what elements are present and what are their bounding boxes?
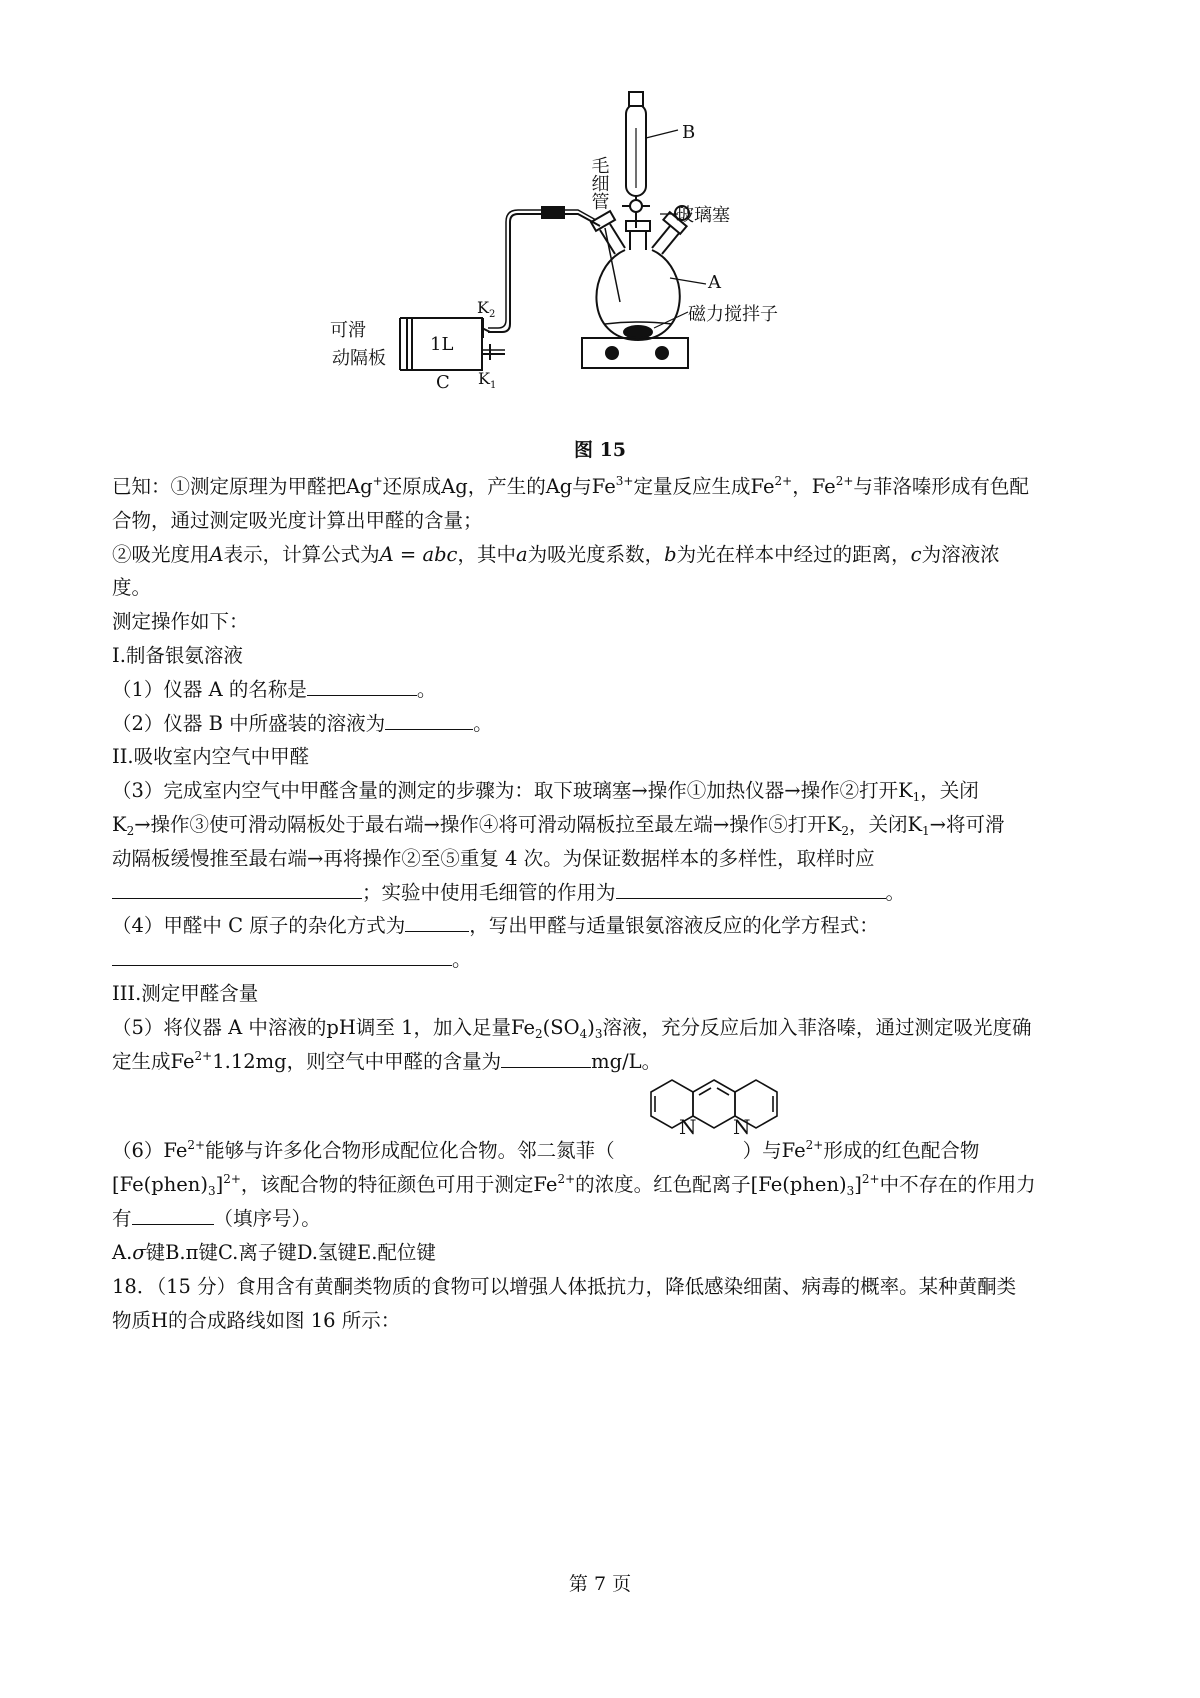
label-A: A bbox=[708, 272, 721, 293]
question-6-line-2: $[Fe(phen)_3]^{2+}$，该配合物的特征颜色可用于测定$Fe^{2+}$的浓度。红色配离子$[Fe(phen)_3]^{2+}$中不存在的作用力 bbox=[112, 1172, 1036, 1199]
question-6-line-1: N N $(6)Fe^{2+}$能够与许多化合物形成配位化合物。邻二氮菲（ ）与$Fe^{2+}$形成的红色配合物 bbox=[112, 1134, 1097, 1201]
question-3-line-3: 动隔板缓慢推至最右端→再将操作②至⑤重复 4 次。为保证数据样本的多样性，取样时应 bbox=[112, 846, 875, 870]
question-1: （1）仪器 A 的名称是 。 bbox=[112, 673, 1097, 707]
answer-blank[interactable] bbox=[405, 910, 469, 932]
stirrer-plate bbox=[582, 338, 688, 368]
question-4-line-2: 。 bbox=[112, 943, 1097, 977]
ops-intro: 测定操作如下： bbox=[112, 610, 249, 634]
label-B: B bbox=[682, 122, 696, 143]
section-2-title: II.吸收室内空气中甲醛 bbox=[112, 745, 310, 769]
phen-N-left: N bbox=[679, 1115, 697, 1140]
question-6-line-3: 有 （填序号）。 bbox=[112, 1202, 1097, 1236]
known-line-3: ②吸光度用A表示，计算公式为A = abc，其中a为吸光度系数，b为光在样本中经过的距离，c为溶液浓 bbox=[112, 542, 1000, 566]
figure-caption: 图 15 bbox=[573, 439, 627, 461]
question-4-line-1: （4）甲醛中 C 原子的杂化方式为 ，写出甲醛与适量银氨溶液反应的化学方程式： bbox=[112, 909, 1097, 943]
label-K1: $K_1$ bbox=[478, 369, 497, 391]
section-1-title: I.制备银氨溶液 bbox=[112, 643, 243, 667]
label-stirrer: 磁力搅拌子 bbox=[688, 304, 778, 325]
answer-blank[interactable] bbox=[112, 944, 452, 966]
apparatus-figure bbox=[320, 88, 778, 443]
question-5-line-1: （5）将仪器 A 中溶液的pH调至 1，加入足量$Fe_2(SO_4)_3$溶液，充分反应后加入菲洛嗪，通过测定吸光度确 bbox=[112, 1015, 1032, 1041]
question-3-line-4: ；实验中使用毛细管的作用为 。 bbox=[112, 876, 1097, 910]
answer-blank[interactable] bbox=[616, 877, 886, 899]
question-2: （2）仪器 B 中所盛装的溶液为 。 bbox=[112, 707, 1097, 741]
question-3-line-1: （3）完成室内空气中甲醛含量的测定的步骤为：取下玻璃塞→操作①加热仪器→操作②打开$K_1$，关闭 bbox=[112, 779, 979, 805]
answer-blank[interactable] bbox=[132, 1203, 214, 1225]
question-3-line-2: $K_2\to$操作③使可滑动隔板处于最右端→操作④将可滑动隔板拉至最左端→操作⑤打开$K_2$，关闭$K_1\to$将可滑 bbox=[112, 812, 1005, 838]
page-number: 第 7 页 bbox=[568, 1573, 632, 1595]
answer-blank[interactable] bbox=[307, 674, 417, 696]
label-glass-stopper: 玻璃塞 bbox=[676, 205, 730, 226]
answer-blank[interactable] bbox=[501, 1046, 591, 1068]
question-18-line-1: 18．（15 分）食用含有黄酮类物质的食物可以增强人体抵抗力，降低感染细菌、病毒的概率。某种黄酮类 bbox=[112, 1274, 1017, 1298]
question-5-line-2: 定生成$Fe^{2+}1.12mg$，则空气中甲醛的含量为 mg/L。 bbox=[112, 1045, 1097, 1079]
question-18-line-2: 物质H的合成路线如图 16 所示： bbox=[112, 1308, 401, 1332]
answer-blank[interactable] bbox=[112, 877, 362, 899]
phenanthroline-structure bbox=[649, 1076, 779, 1158]
answer-blank[interactable] bbox=[385, 708, 473, 730]
label-K2: $K_2$ bbox=[477, 298, 496, 320]
known-line-1: 已知：①测定原理为甲醛把Ag+还原成Ag，产生的Ag与$Fe^{3+}$定量反应生成$Fe^{2+}$，$Fe^{2+}$与菲洛嗪形成有色配 bbox=[112, 474, 1029, 498]
label-volume: 1L bbox=[430, 334, 454, 355]
question-body bbox=[112, 470, 1097, 1337]
label-slide-plate-2: 动隔板 bbox=[332, 348, 386, 369]
known-line-4: 度。 bbox=[112, 576, 152, 600]
label-C: C bbox=[436, 372, 450, 393]
question-6-options: A.σ键B.π键C.离子键D.氢键E.配位键 bbox=[112, 1240, 436, 1264]
label-capillary: 毛细管 bbox=[588, 156, 610, 210]
section-3-title: III.测定甲醛含量 bbox=[112, 981, 259, 1005]
known-line-2: 合物，通过测定吸光度计算出甲醛的含量； bbox=[112, 508, 483, 532]
phen-N-right: N bbox=[733, 1115, 751, 1140]
label-slide-plate-1: 可滑 bbox=[330, 320, 366, 341]
